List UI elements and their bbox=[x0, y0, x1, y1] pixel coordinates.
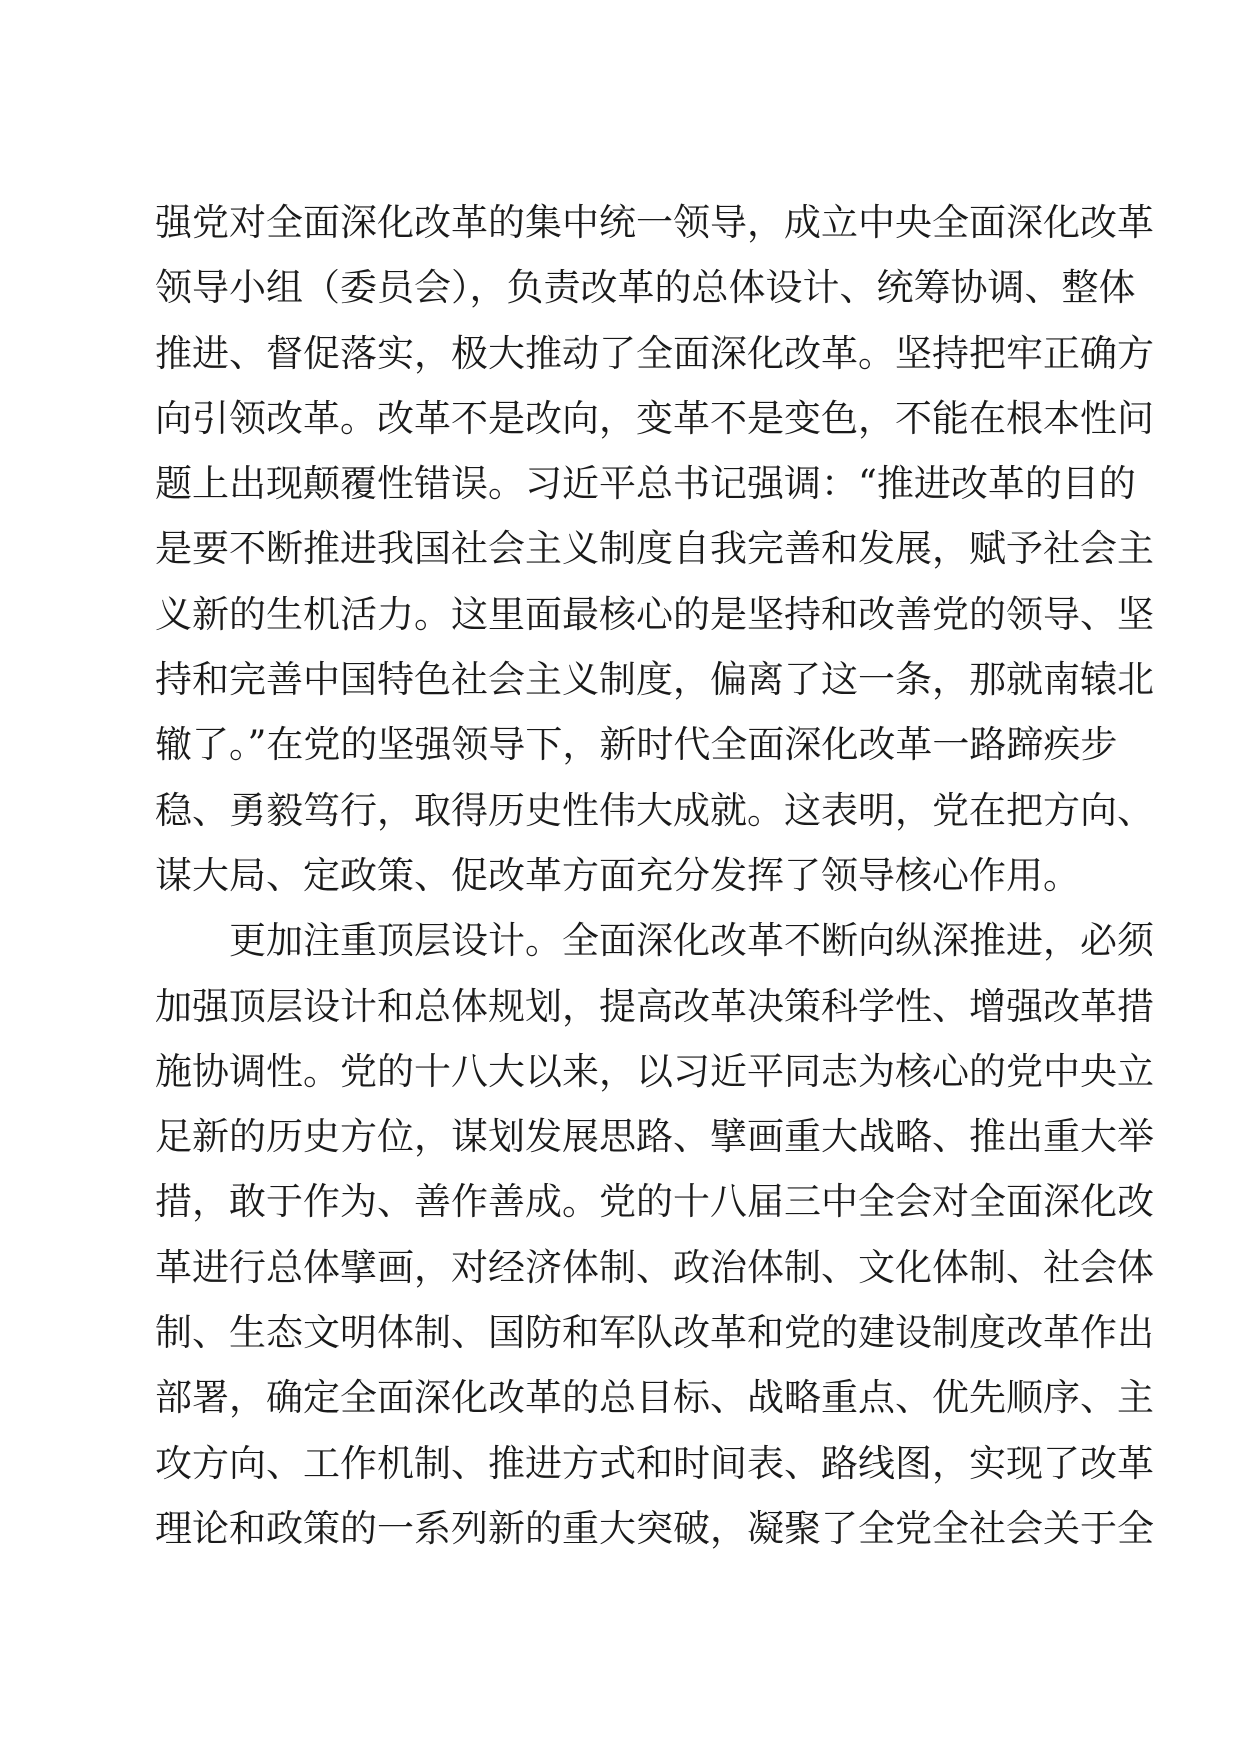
paragraph-2 bbox=[155, 908, 1154, 1561]
body-text bbox=[155, 190, 1154, 1561]
text-line: 施协调性。党的十八大以来，以习近平同志为核心的党中央立 bbox=[155, 1049, 1154, 1093]
text-line: 攻方向、工作机制、推进方式和时间表、路线图，实现了改革 bbox=[155, 1441, 1154, 1485]
text-line: 加强顶层设计和总体规划，提高改革决策科学性、增强改革措 bbox=[155, 984, 1154, 1028]
text-line: 谋大局、定政策、促改革方面充分发挥了领导核心作用。 bbox=[155, 853, 1080, 897]
text-line: 持和完善中国特色社会主义制度，偏离了这一条，那就南辕北 bbox=[155, 658, 1154, 702]
text-line: 是要不断推进我国社会主义制度自我完善和发展，赋予社会主 bbox=[155, 527, 1154, 571]
text-line: 强党对全面深化改革的集中统一领导，成立中央全面深化改革 bbox=[155, 201, 1154, 244]
text-line: 辙了。”在党的坚强领导下，新时代全面深化改革一路蹄疾步 bbox=[155, 723, 1118, 767]
text-line: 稳、勇毅笃行，取得历史性伟大成就。这表明，党在把方向、 bbox=[155, 788, 1154, 832]
text-line: 措，敢于作为、善作善成。党的十八届三中全会对全面深化改 bbox=[155, 1180, 1154, 1224]
paragraph-1 bbox=[155, 190, 1154, 908]
text-line: 义新的生机活力。这里面最核心的是坚持和改善党的领导、坚 bbox=[155, 592, 1154, 636]
text-line: 推进、督促落实，极大推动了全面深化改革。坚持把牢正确方 bbox=[155, 331, 1154, 375]
text-line: 足新的历史方位，谋划发展思路、擘画重大战略、推出重大举 bbox=[155, 1115, 1154, 1159]
text-line: 制、生态文明体制、国防和军队改革和党的建设制度改革作出 bbox=[155, 1311, 1154, 1355]
text-line: 题上出现颠覆性错误。习近平总书记强调：“推进改革的目的 bbox=[155, 462, 1136, 506]
text-line: 领导小组（委员会），负责改革的总体设计、统筹协调、整体 bbox=[155, 266, 1136, 310]
text-line: 更加注重顶层设计。全面深化改革不断向纵深推进，必须 bbox=[229, 919, 1154, 963]
text-line: 革进行总体擘画，对经济体制、政治体制、文化体制、社会体 bbox=[155, 1245, 1154, 1289]
text-line: 理论和政策的一系列新的重大突破，凝聚了全党全社会关于全 bbox=[155, 1506, 1154, 1550]
text-line: 向引领改革。改革不是改向，变革不是变色，不能在根本性问 bbox=[155, 396, 1154, 440]
text-line: 部署，确定全面深化改革的总目标、战略重点、优先顺序、主 bbox=[155, 1376, 1154, 1420]
